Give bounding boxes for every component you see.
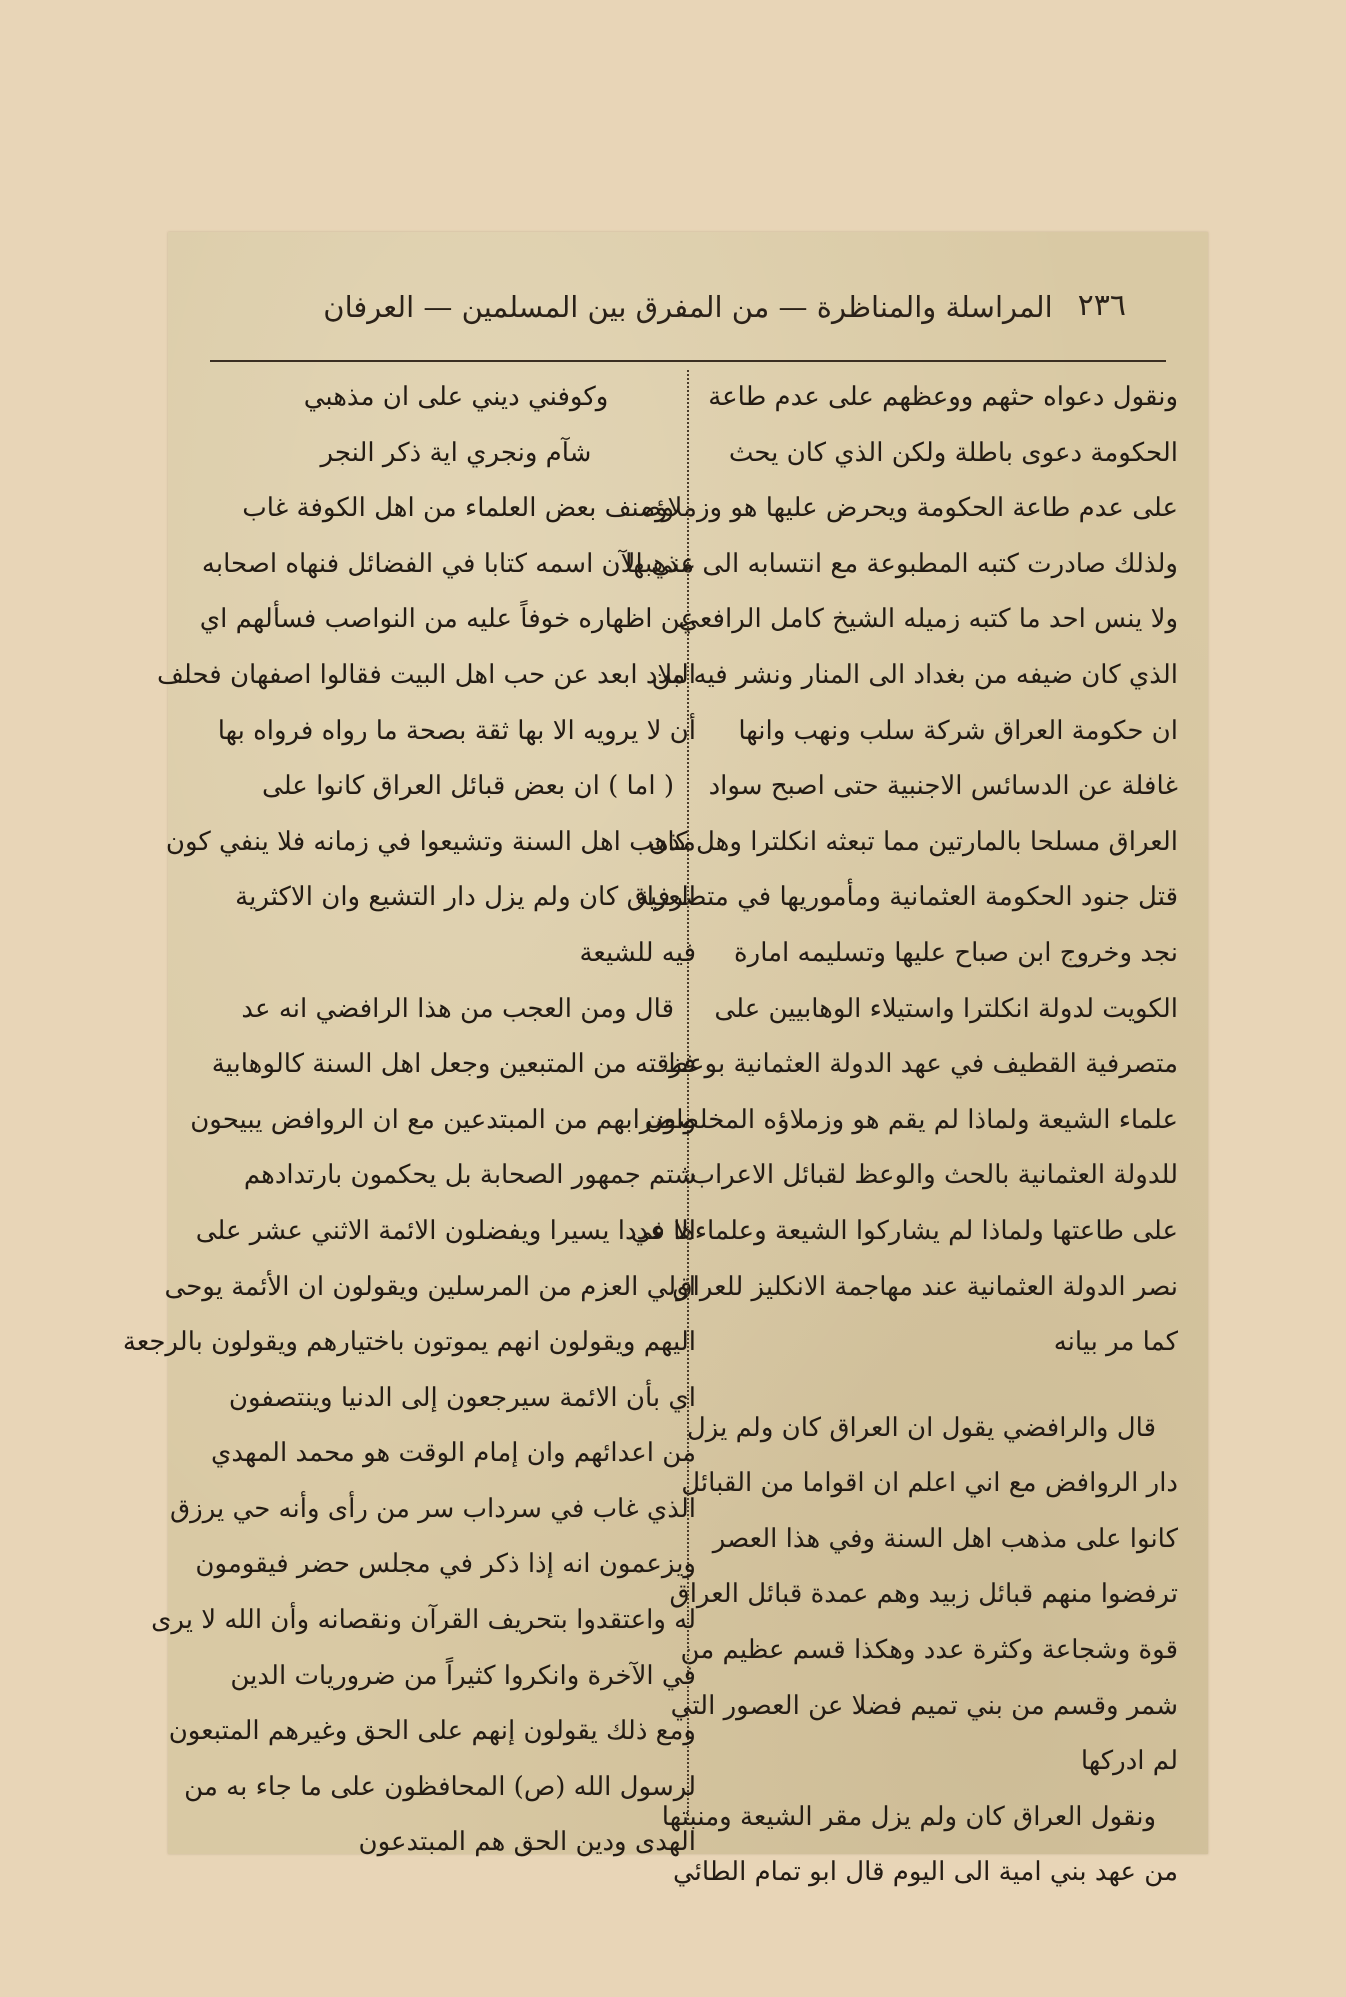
text-line: قتل جنود الحكومة العثمانية ومأموريها في متصرفية bbox=[635, 882, 1178, 913]
text-line: الا عددا يسيرا ويفضلون الائمة الاثني عشر على bbox=[195, 1215, 696, 1246]
text-line: فيه للشيعة bbox=[579, 937, 696, 968]
text-line: فرقته من المتبعين وجعل اهل السنة كالوهابية bbox=[211, 1049, 696, 1080]
text-line: ويزعمون انه إذا ذكر في مجلس حضر فيقومون bbox=[195, 1549, 696, 1580]
text-line: ونقول العراق كان ولم يزل مقر الشيعة ومنبتها bbox=[661, 1801, 1156, 1832]
text-line: اليهم ويقولون انهم يموتون باختيارهم ويقولون بالرجعة bbox=[122, 1327, 696, 1358]
text-line: دار الروافض مع اني اعلم ان اقواما من القبائل bbox=[681, 1468, 1178, 1499]
text-line: العراق مسلحا بالمارتين مما تبعثه انكلترا وهل كان bbox=[648, 826, 1178, 857]
text-line: قال والرافضي يقول ان العراق كان ولم يزل bbox=[686, 1412, 1156, 1443]
text-line: شمر وقسم من بني تميم فضلا عن العصور التي bbox=[670, 1690, 1178, 1721]
text-line: عن اظهاره خوفاً عليه من النواصب فسألهم اي bbox=[199, 604, 696, 635]
page-number: ٢٣٦ bbox=[1077, 288, 1126, 323]
text-line: نجد وخروج ابن صباح عليها وتسليمه امارة bbox=[734, 937, 1178, 968]
text-line: غافلة عن الدسائس الاجنبية حتى اصبح سواد bbox=[708, 771, 1178, 802]
text-line: اولي العزم من المرسلين ويقولون ان الأئمة يوحى bbox=[164, 1271, 696, 1302]
text-line: متصرفية القطيف في عهد الدولة العثمانية بوعظ bbox=[664, 1049, 1178, 1080]
text-line: ومع ذلك يقولون إنهم على الحق وغيرهم المتبعون bbox=[168, 1716, 696, 1747]
verse-line: شآم ونجري اية ذكر النجر bbox=[320, 437, 592, 468]
text-line: له واعتقدوا بتحريف القرآن ونقصانه وأن الله لا يرى bbox=[151, 1605, 696, 1636]
text-line: الذي غاب في سرداب سر من رأى وأنه حي يرزق bbox=[169, 1493, 696, 1524]
text-line: ولذلك صادرت كتبه المطبوعة مع انتسابه الى مذهبها bbox=[625, 548, 1178, 579]
text-line: في الآخرة وانكروا كثيراً من ضروريات الدين bbox=[230, 1660, 696, 1691]
text-line: الحكومة دعوى باطلة ولكن الذي كان يحث bbox=[728, 437, 1178, 468]
paragraph-gap bbox=[698, 1371, 1178, 1401]
left-column bbox=[122, 370, 696, 1858]
text-line: البلاد ابعد عن حب اهل البيت فقالوا اصفهان فحلف bbox=[156, 659, 696, 690]
text-line: للدولة العثمانية بالحث والوعظ لقبائل الاعراب bbox=[690, 1160, 1178, 1191]
text-line: العراق كان ولم يزل دار التشيع وان الاكثرية bbox=[235, 882, 696, 913]
text-line: ولا ينس احد ما كتبه زميله الشيخ كامل الرافعي bbox=[678, 604, 1178, 635]
text-line: الهدى ودين الحق هم المبتدعون bbox=[358, 1827, 696, 1858]
text-line: قال ومن العجب من هذا الرافضي انه عد bbox=[241, 993, 674, 1024]
header-rule bbox=[210, 360, 1166, 362]
text-line: لم ادركها bbox=[1080, 1746, 1178, 1777]
text-line: كانوا على مذهب اهل السنة وفي هذا العصر bbox=[712, 1523, 1178, 1554]
text-line: الذي كان ضيفه من بغداد الى المنار ونشر فيه من bbox=[651, 659, 1178, 690]
text-line: ونقول دعواه حثهم ووعظهم على عدم طاعة bbox=[708, 382, 1178, 412]
text-line: ( اما ) ان بعض قبائل العراق كانوا على bbox=[262, 771, 674, 802]
text-line: ان حكومة العراق شركة سلب ونهب وانها bbox=[738, 715, 1178, 746]
text-line: علماء الشيعة ولماذا لم يقم هو وزملاؤه المخلصون bbox=[644, 1104, 1178, 1135]
text-line: قوة وشجاعة وكثرة عدد وهكذا قسم عظيم من bbox=[680, 1635, 1178, 1666]
text-line: الكويت لدولة انكلترا واستيلاء الوهابيين على bbox=[714, 993, 1178, 1024]
text-line: مذهب اهل السنة وتشيعوا في زمانه فلا ينفي كون bbox=[165, 826, 696, 857]
text-line: اي بأن الائمة سيرجعون إلى الدنيا وينتصفون bbox=[228, 1382, 696, 1413]
text-line: أن لا يرويه الا بها ثقة بصحة ما رواه فرواه بها bbox=[217, 715, 696, 746]
text-line: شتم جمهور الصحابة بل يحكمون بارتدادهم bbox=[243, 1160, 696, 1191]
running-title: المراسلة والمناظرة — من المفرق بين المسلمين — العرفان bbox=[323, 290, 1053, 324]
verse-line: وكوفني ديني على ان مذهبي bbox=[303, 382, 609, 412]
text-line: من اعدائهم وان إمام الوقت هو محمد المهدي bbox=[211, 1438, 696, 1469]
text-line: على عدم طاعة الحكومة ويحرض عليها هو وزملاؤه bbox=[641, 493, 1178, 524]
text-line: ترفضوا منهم قبائل زبيد وهم عمدة قبائل العراق bbox=[669, 1579, 1178, 1610]
book-page bbox=[122, 232, 1208, 1888]
text-line: وصنف بعض العلماء من اهل الكوفة غاب bbox=[242, 493, 674, 524]
text-line: لرسول الله (ص) المحافظون على ما جاء به من bbox=[184, 1771, 696, 1802]
text-line: واضرابهم من المبتدعين مع ان الروافض يبيحون bbox=[190, 1104, 696, 1135]
page-header bbox=[208, 284, 1168, 334]
text-line: كما مر بيانه bbox=[1053, 1327, 1178, 1358]
text-line: عني الآن اسمه كتابا في الفضائل فنهاه اصحابه bbox=[201, 548, 696, 579]
text-line: نصر الدولة العثمانية عند مهاجمة الانكليز للعراق bbox=[672, 1271, 1178, 1302]
text-line: من عهد بني امية الى اليوم قال ابو تمام الطائي bbox=[673, 1857, 1178, 1888]
text-line: على طاعتها ولماذا لم يشاركوا الشيعة وعلماءها في bbox=[630, 1215, 1178, 1246]
